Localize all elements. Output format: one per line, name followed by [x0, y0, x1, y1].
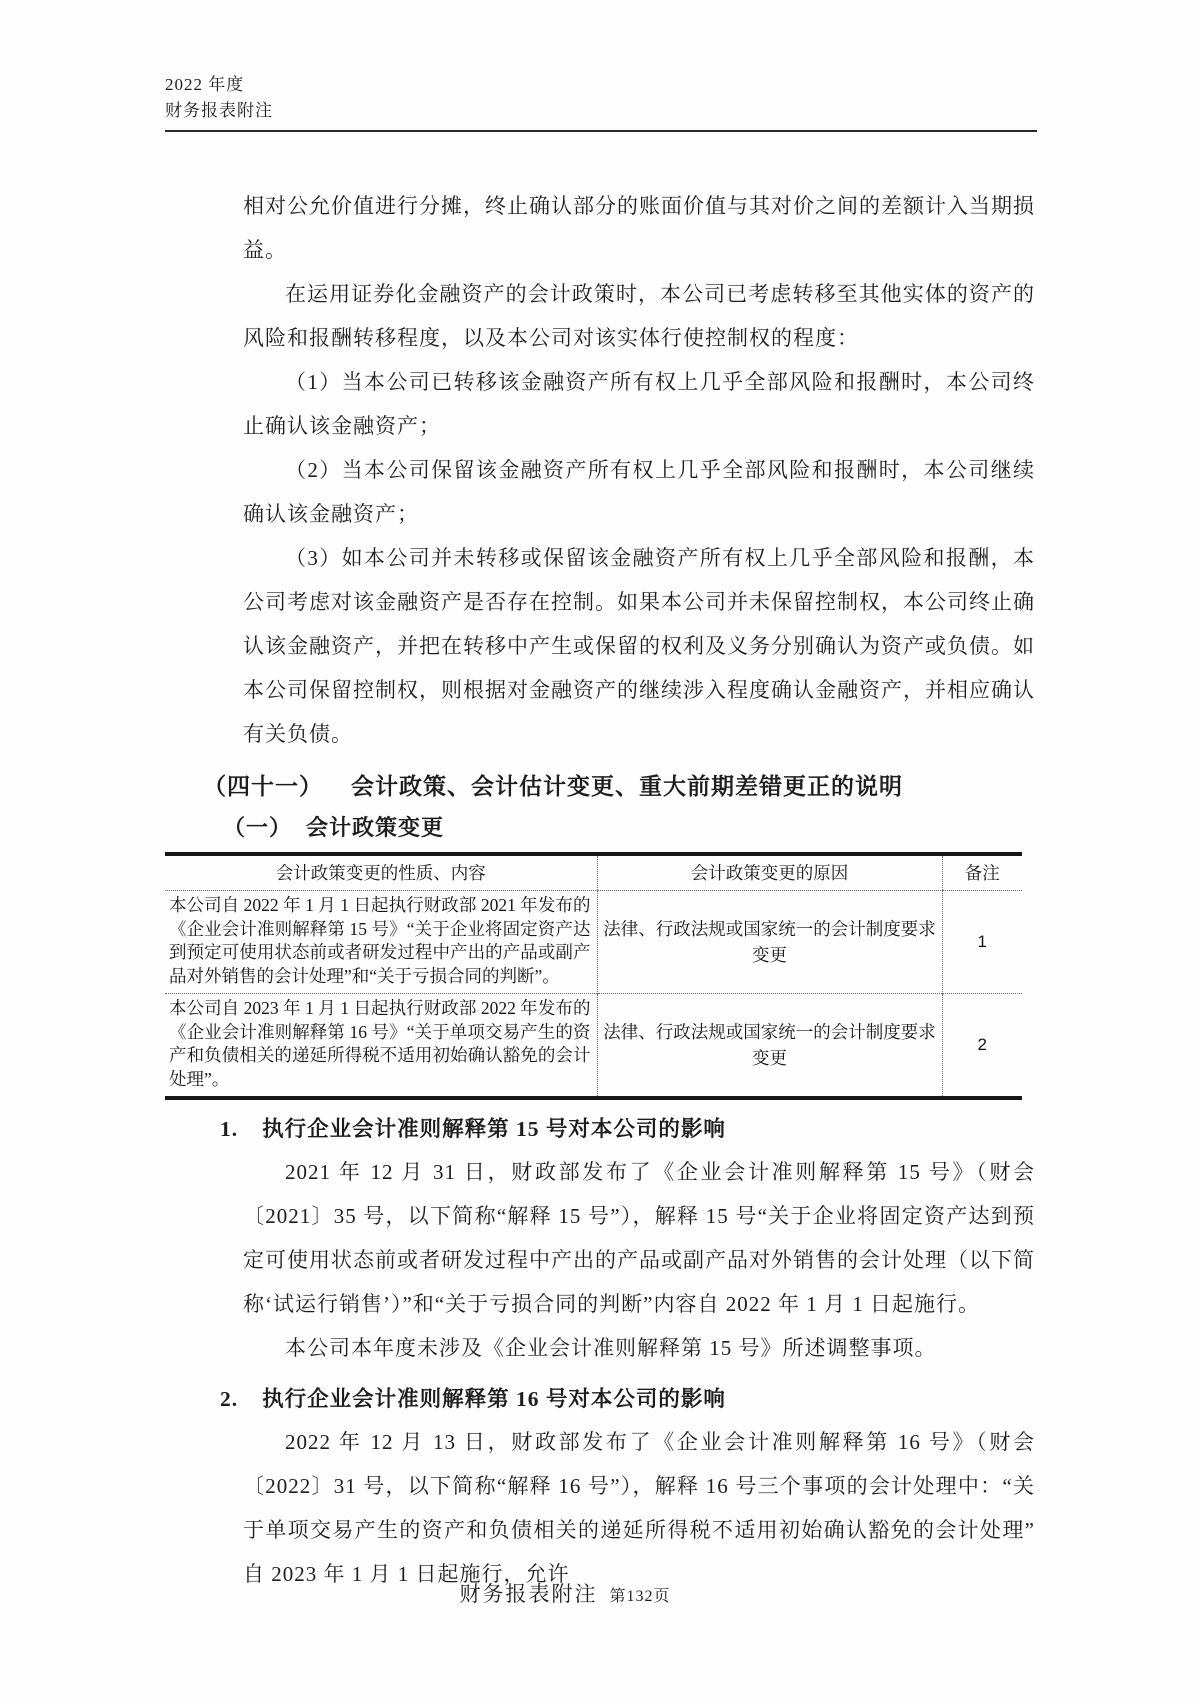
cell-remark-row2: 2 — [942, 994, 1022, 1099]
item-1-number: 1. — [220, 1117, 239, 1141]
table-header-row — [165, 854, 1022, 891]
table-row — [165, 994, 1022, 1099]
page-footer — [0, 1578, 1130, 1608]
paragraph-condition-2: （2）当本公司保留该金融资产所有权上几乎全部风险和报酬时，本公司继续确认该金融资产； — [243, 458, 1035, 526]
section-41-title: 会计政策、会计估计变更、重大前期差错更正的说明 — [351, 774, 903, 799]
item-1-paragraph-1: 2021 年 12 月 31 日，财政部发布了《企业会计准则解释第 15 号》（财会〔2021〕35 号，以下简称“解释 15 号”），解释 15 号“关于企业将固定资产达到预定可使用状态前或者研发过程中产出的产品或副产品对外销售的会计处理（以下简称‘试运行销售’）”和“关于亏损合同的判断”内容自 2022 年 1 月 1 日起施行。 — [243, 1160, 1035, 1316]
cell-reason-row1: 法律、行政法规或国家统一的会计制度要求变更 — [597, 891, 942, 994]
header-divider-rule — [165, 130, 1037, 132]
cell-remark-row1: 1 — [942, 891, 1022, 994]
item-1-title: 执行企业会计准则解释第 15 号对本公司的影响 — [262, 1117, 726, 1141]
header-year-line: 2022 年度 — [165, 75, 245, 94]
cell-nature-row2: 本公司自 2023 年 1 月 1 日起执行财政部 2022 年发布的《企业会计准则解释第 16 号》“关于单项交易产生的资产和负债相关的递延所得税不适用初始确认豁免的会计处理”。 — [165, 994, 597, 1099]
column-header-reason: 会计政策变更的原因 — [597, 854, 942, 891]
item-2-heading — [220, 1384, 1037, 1414]
cell-nature-row1: 本公司自 2022 年 1 月 1 日起执行财政部 2021 年发布的《企业会计准则解释第 15 号》“关于企业将固定资产达到预定可使用状态前或者研发过程中产出的产品或副产品对外销售的会计处理”和“关于亏损合同的判断”。 — [169, 895, 591, 986]
subsection-1-title: 会计政策变更 — [306, 815, 445, 840]
section-41-heading — [203, 772, 1037, 802]
item-2-paragraph-1: 2022 年 12 月 13 日，财政部发布了《企业会计准则解释第 16 号》（财会〔2022〕31 号，以下简称“解释 16 号”），解释 16 号三个事项的会计处理中：“关于单项交易产生的资产和负债相关的递延所得税不适用初始确认豁免的会计处理”自 2023 年 1 月 1 日起施行，允许 — [243, 1430, 1035, 1586]
table-row — [165, 891, 1022, 994]
page-header — [165, 72, 1037, 124]
cell-reason-row2: 法律、行政法规或国家统一的会计制度要求变更 — [597, 994, 942, 1099]
item-1-heading — [220, 1114, 1037, 1144]
subsection-1-number: （一） — [223, 815, 293, 840]
item-2-number: 2. — [220, 1387, 239, 1411]
header-doc-title: 财务报表附注 — [165, 101, 273, 120]
policy-change-table — [165, 852, 1022, 1100]
section-41-number: （四十一） — [203, 774, 323, 799]
page-content — [165, 72, 1037, 1596]
column-header-nature: 会计政策变更的性质、内容 — [165, 854, 597, 891]
column-header-remark: 备注 — [942, 854, 1022, 891]
item-2-title: 执行企业会计准则解释第 16 号对本公司的影响 — [262, 1387, 726, 1411]
paragraph-carryover: 相对公允价值进行分摊，终止确认部分的账面价值与其对价之间的差额计入当期损益。 — [243, 194, 1035, 262]
paragraph-securitization-policy: 在运用证券化金融资产的会计政策时，本公司已考虑转移至其他实体的资产的风险和报酬转移程度，以及本公司对该实体行使控制权的程度： — [243, 282, 1035, 350]
footer-doc-title: 财务报表附注 — [459, 1582, 598, 1606]
subsection-1-heading — [223, 814, 1037, 842]
paragraph-condition-1: （1）当本公司已转移该金融资产所有权上几乎全部风险和报酬时，本公司终止确认该金融资产； — [243, 370, 1035, 438]
footer-page-number: 第132页 — [609, 1588, 671, 1605]
notes-body — [165, 184, 1037, 1596]
item-1-paragraph-2: 本公司本年度未涉及《企业会计准则解释第 15 号》所述调整事项。 — [285, 1336, 937, 1360]
paragraph-condition-3: （3）如本公司并未转移或保留该金融资产所有权上几乎全部风险和报酬，本公司考虑对该金融资产是否存在控制。如果本公司并未保留控制权，本公司终止确认该金融资产，并把在转移中产生或保留的权利及义务分别确认为资产或负债。如本公司保留控制权，则根据对金融资产的继续涉入程度确认金融资产，并相应确认有关负债。 — [243, 546, 1035, 746]
